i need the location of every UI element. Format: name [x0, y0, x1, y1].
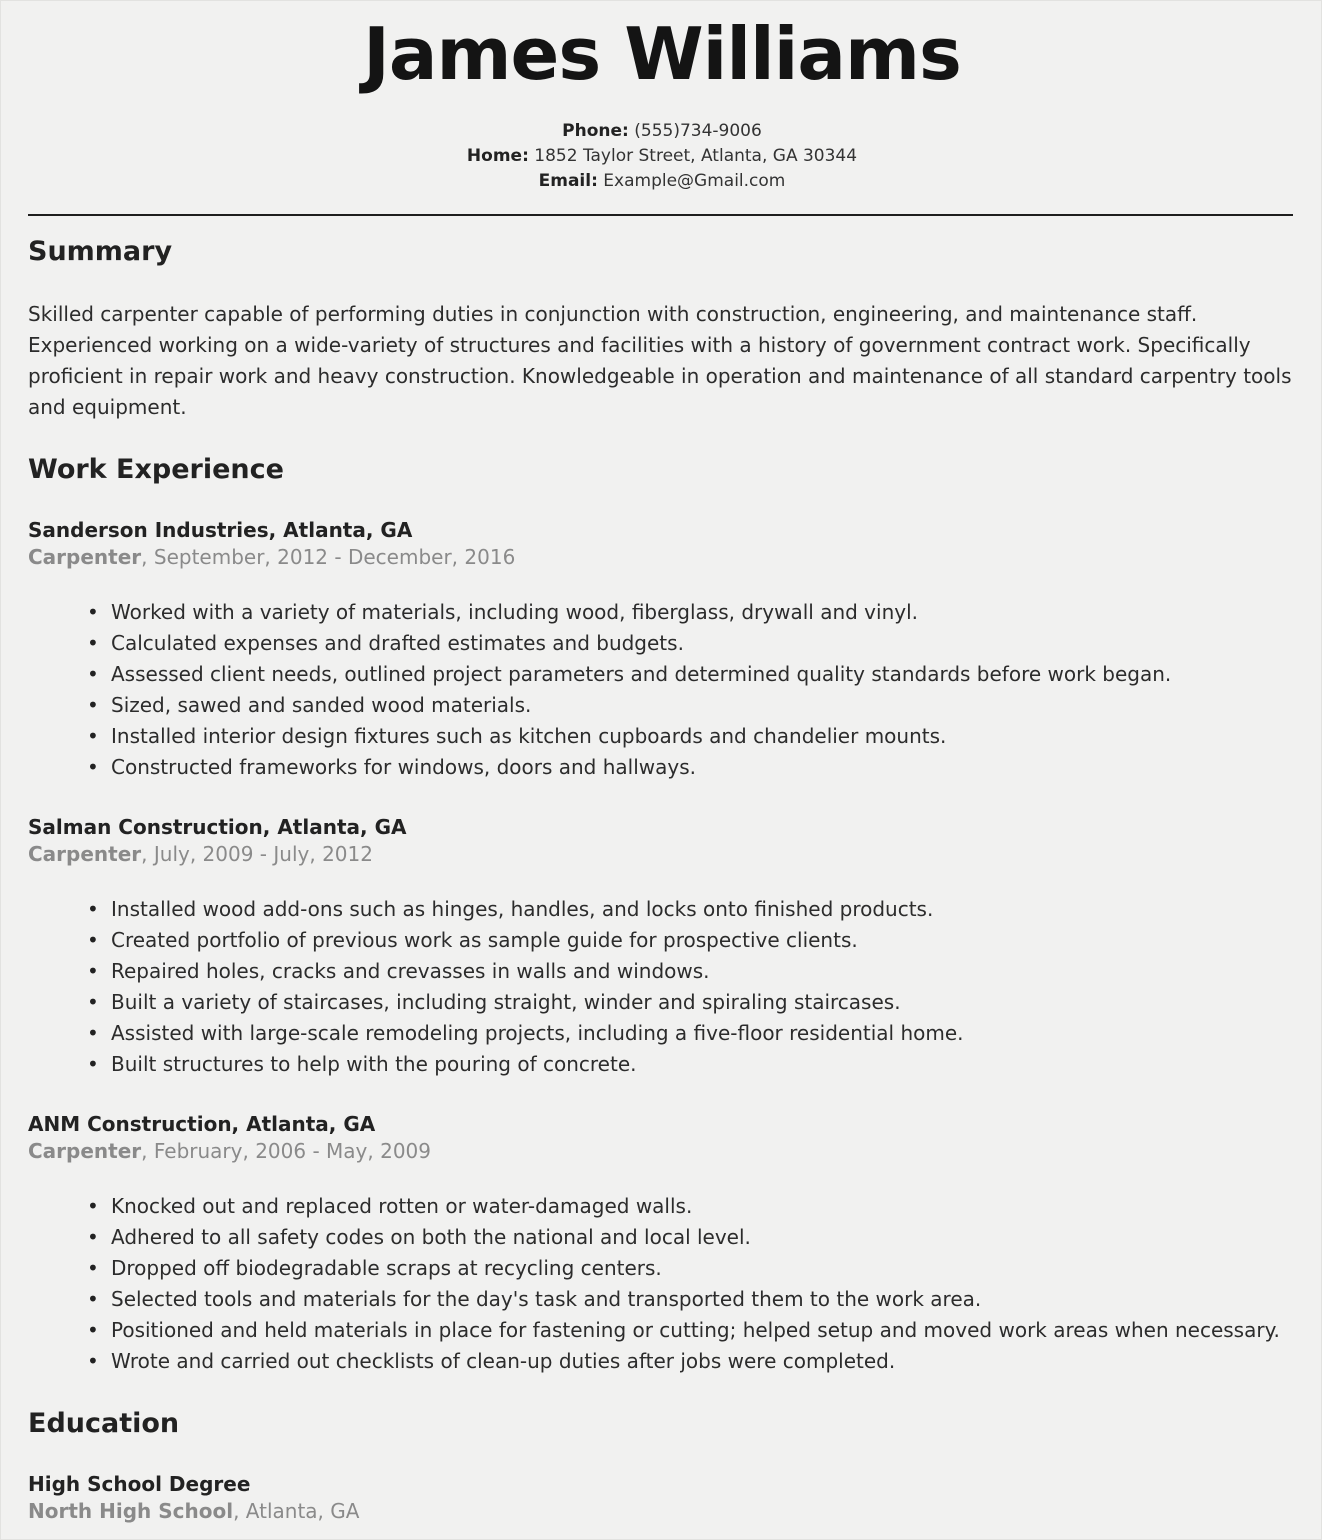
email-value: Example@Gmail.com	[603, 171, 786, 191]
candidate-name: James Williams	[363, 12, 961, 96]
email-label: Email:	[538, 171, 598, 191]
job-duties-list	[1, 894, 1322, 1080]
job-title: Carpenter	[28, 842, 142, 866]
home-value: 1852 Taylor Street, Atlanta, GA 30344	[534, 146, 858, 166]
school-location: , Atlanta, GA	[233, 1499, 360, 1523]
duty-item: • Assisted with large-scale remodeling projects, including a five-floor residential home.	[111, 1018, 1322, 1049]
duty-item: • Adhered to all safety codes on both the national and local level.	[111, 1222, 1322, 1253]
home-line	[1, 144, 1322, 169]
duty-item: • Assessed client needs, outlined project parameters and determined quality standards before work began.	[111, 659, 1322, 690]
duty-item: • Built structures to help with the pouring of concrete.	[111, 1049, 1322, 1080]
job-role	[28, 1138, 431, 1164]
duty-item: • Worked with a variety of materials, including wood, fiberglass, drywall and vinyl.	[111, 597, 1322, 628]
home-label: Home:	[466, 146, 529, 166]
summary-heading: Summary	[28, 236, 173, 267]
duty-item: • Installed interior design fixtures such as kitchen cupboards and chandelier mounts.	[111, 721, 1322, 752]
job-title: Carpenter	[28, 545, 142, 569]
duty-item: • Calculated expenses and drafted estimates and budgets.	[111, 628, 1322, 659]
job-duties-list	[1, 597, 1322, 783]
school-name: North High School	[28, 1499, 234, 1523]
degree-title: High School Degree	[28, 1472, 251, 1496]
duty-item: • Constructed frameworks for windows, doors and hallways.	[111, 752, 1322, 783]
job-company: Salman Construction, Atlanta, GA	[28, 815, 407, 839]
duty-item: • Knocked out and replaced rotten or water-damaged walls.	[111, 1191, 1322, 1222]
phone-line	[1, 119, 1322, 144]
duty-item: • Repaired holes, cracks and crevasses in walls and windows.	[111, 956, 1322, 987]
job-title: Carpenter	[28, 1139, 142, 1163]
job-role	[28, 544, 515, 570]
phone-label: Phone:	[562, 121, 629, 141]
duty-item: • Sized, sawed and sanded wood materials.	[111, 690, 1322, 721]
job-dates: , September, 2012 - December, 2016	[141, 545, 516, 569]
duty-item: • Selected tools and materials for the day's task and transported them to the work area.	[111, 1284, 1322, 1315]
duty-item: • Installed wood add-ons such as hinges, handles, and locks onto finished products.	[111, 894, 1322, 925]
education-heading: Education	[28, 1408, 180, 1439]
summary-text: Skilled carpenter capable of performing duties in conjunction with construction, engineering, and maintenance staff. Experienced working on a wide-variety of structures and facilities with a history of government contract work. Specifically proficient in repair work and heavy construction. Knowledgeable in operation and maintenance of all standard carpentry tools and equipment.	[28, 302, 1292, 419]
school-line	[28, 1498, 359, 1524]
job-company: ANM Construction, Atlanta, GA	[28, 1112, 376, 1136]
job-dates: , July, 2009 - July, 2012	[141, 842, 373, 866]
duty-item: • Positioned and held materials in place for fastening or cutting; helped setup and moved work areas when necessary.	[111, 1315, 1322, 1346]
work-experience-heading: Work Experience	[28, 454, 284, 485]
phone-value: (555)734-9006	[634, 121, 762, 141]
job-dates: , February, 2006 - May, 2009	[141, 1139, 431, 1163]
duty-item: • Wrote and carried out checklists of clean-up duties after jobs were completed.	[111, 1346, 1322, 1377]
email-line	[1, 169, 1322, 194]
duty-item: • Created portfolio of previous work as sample guide for prospective clients.	[111, 925, 1322, 956]
duty-item: • Built a variety of staircases, including straight, winder and spiraling staircases.	[111, 987, 1322, 1018]
job-role	[28, 841, 373, 867]
header-divider	[28, 214, 1293, 216]
job-duties-list	[1, 1191, 1322, 1377]
job-company: Sanderson Industries, Atlanta, GA	[28, 518, 413, 542]
duty-item: • Dropped off biodegradable scraps at recycling centers.	[111, 1253, 1322, 1284]
contact-block	[1, 119, 1322, 194]
